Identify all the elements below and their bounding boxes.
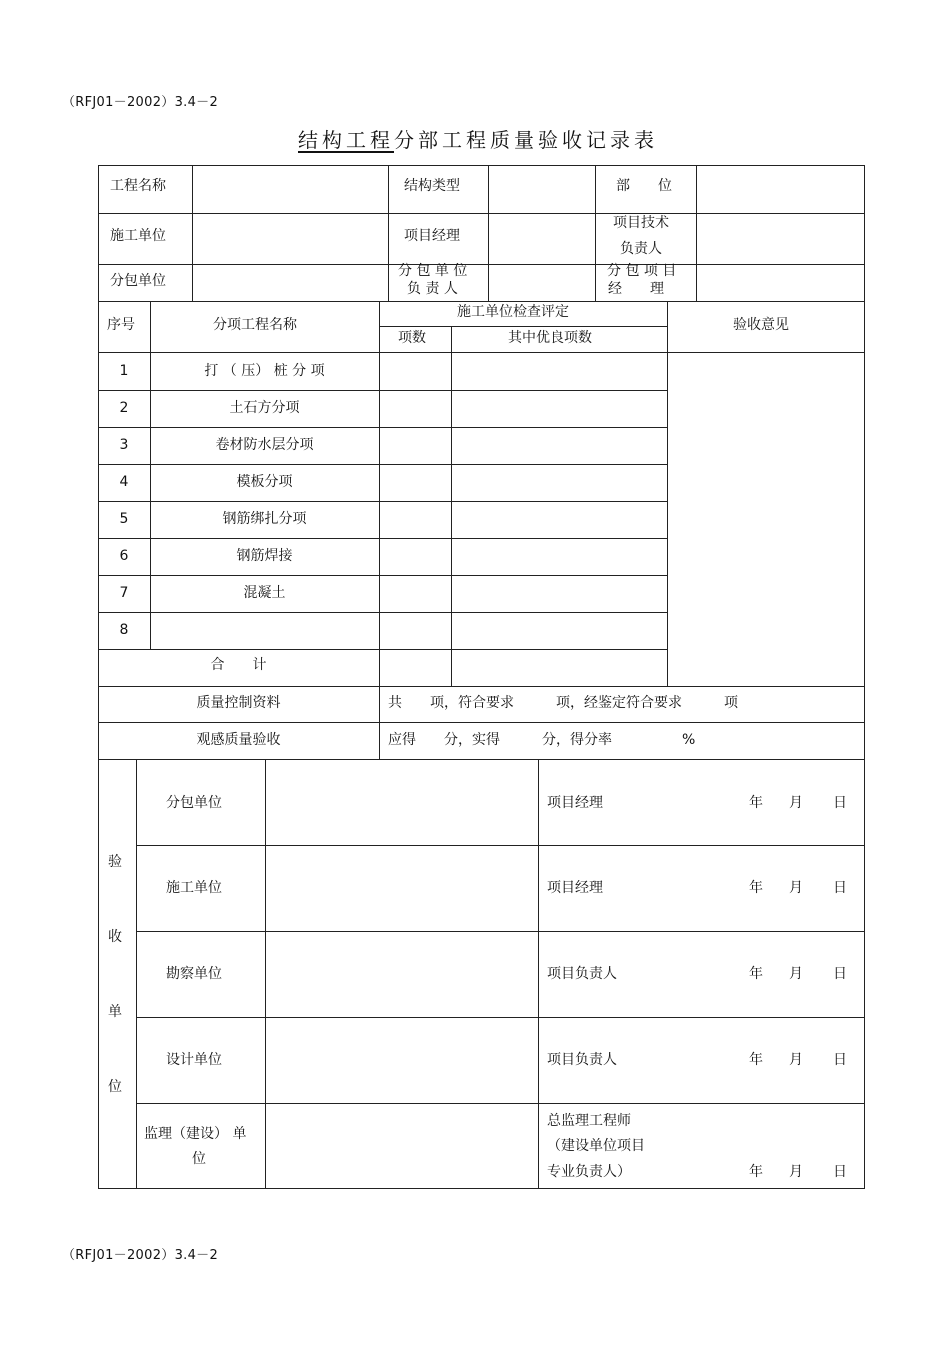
date-day: 日 — [833, 1164, 847, 1180]
side-char: 验 — [108, 854, 122, 870]
date-year: 年 — [749, 1052, 763, 1068]
supervision-role-line3: 专业负责人） — [547, 1164, 631, 1180]
appearance-text: 应得 分，实得 分，得分率 % — [388, 732, 696, 748]
supervision-role-line1: 总监理工程师 — [547, 1113, 631, 1129]
date-year: 年 — [749, 795, 763, 811]
col-seq: 序号 — [107, 317, 135, 333]
unit-name: 施工单位 — [166, 880, 222, 896]
row-no: 4 — [119, 474, 129, 490]
label-sub-unit-lead-line1: 分 包 单 位 — [398, 263, 468, 279]
side-char: 单 — [108, 1004, 122, 1020]
quality-docs-label: 质量控制资料 — [196, 695, 281, 711]
label-sub-pm-line1: 分 包 项 目 — [607, 263, 677, 279]
row-name: 打 （ 压） 桩 分 项 — [204, 363, 325, 379]
side-char: 位 — [108, 1079, 122, 1095]
col-item-name: 分项工程名称 — [213, 317, 297, 333]
date-month: 月 — [789, 880, 803, 896]
row-no: 7 — [119, 585, 129, 601]
row-no: 8 — [119, 622, 129, 638]
col-excellent: 其中优良项数 — [508, 330, 592, 346]
row-no: 6 — [119, 548, 129, 564]
label-project-manager: 项目经理 — [404, 228, 460, 244]
label-project-name: 工程名称 — [110, 178, 166, 194]
row-no: 5 — [119, 511, 129, 527]
date-day: 日 — [833, 966, 847, 982]
row-no: 3 — [119, 437, 129, 453]
row-name: 钢筋焊接 — [236, 548, 293, 564]
date-year: 年 — [749, 966, 763, 982]
unit-role: 项目负责人 — [547, 966, 617, 982]
supervision-unit-line2: 位 — [192, 1151, 206, 1167]
row-name: 钢筋绑扎分项 — [222, 511, 307, 527]
date-month: 月 — [789, 1052, 803, 1068]
unit-role: 项目经理 — [547, 880, 603, 896]
label-sub-unit: 分包单位 — [110, 273, 166, 289]
date-day: 日 — [833, 1052, 847, 1068]
col-check-eval: 施工单位检查评定 — [457, 304, 569, 320]
unit-name: 勘察单位 — [166, 966, 222, 982]
form-code-top: （RFJ01－2002）3.4－2 — [62, 95, 219, 110]
date-year: 年 — [749, 880, 763, 896]
label-tech-lead-line2: 负责人 — [620, 241, 662, 257]
unit-role: 项目负责人 — [547, 1052, 617, 1068]
col-count: 项数 — [398, 330, 426, 346]
row-name: 混凝土 — [243, 585, 286, 601]
title-rest: 分部工程质量验收记录表 — [394, 128, 658, 152]
row-no: 1 — [119, 363, 129, 379]
date-month: 月 — [789, 1164, 803, 1180]
label-location: 部 位 — [616, 178, 672, 194]
supervision-unit-line1: 监理（建设） 单 — [144, 1126, 247, 1142]
title-underlined-part: 结构工程 — [298, 128, 394, 152]
side-char: 收 — [108, 929, 122, 945]
supervision-role-line2: （建设单位项目 — [547, 1138, 645, 1154]
unit-role: 项目经理 — [547, 795, 603, 811]
quality-docs-text: 共 项，符合要求 项，经鉴定符合要求 项 — [388, 695, 738, 711]
label-tech-lead-line1: 项目技术 — [613, 215, 669, 231]
total-label: 合 计 — [210, 657, 267, 673]
row-name: 土石方分项 — [229, 400, 300, 416]
date-month: 月 — [789, 795, 803, 811]
date-month: 月 — [789, 966, 803, 982]
label-sub-unit-lead-line2: 负 责 人 — [407, 281, 458, 297]
date-year: 年 — [749, 1164, 763, 1180]
unit-name: 分包单位 — [166, 795, 222, 811]
date-day: 日 — [833, 880, 847, 896]
date-day: 日 — [833, 795, 847, 811]
row-name: 卷材防水层分项 — [215, 437, 314, 453]
label-construction-unit: 施工单位 — [110, 228, 166, 244]
row-name: 模板分项 — [236, 474, 293, 490]
label-sub-pm-line2: 经 理 — [608, 281, 664, 297]
col-opinion: 验收意见 — [733, 317, 789, 333]
row-no: 2 — [119, 400, 129, 416]
unit-name: 设计单位 — [166, 1052, 222, 1068]
form-code-bottom: （RFJ01－2002）3.4－2 — [62, 1248, 219, 1263]
appearance-label: 观感质量验收 — [196, 732, 281, 748]
label-structure-type: 结构类型 — [404, 178, 460, 194]
